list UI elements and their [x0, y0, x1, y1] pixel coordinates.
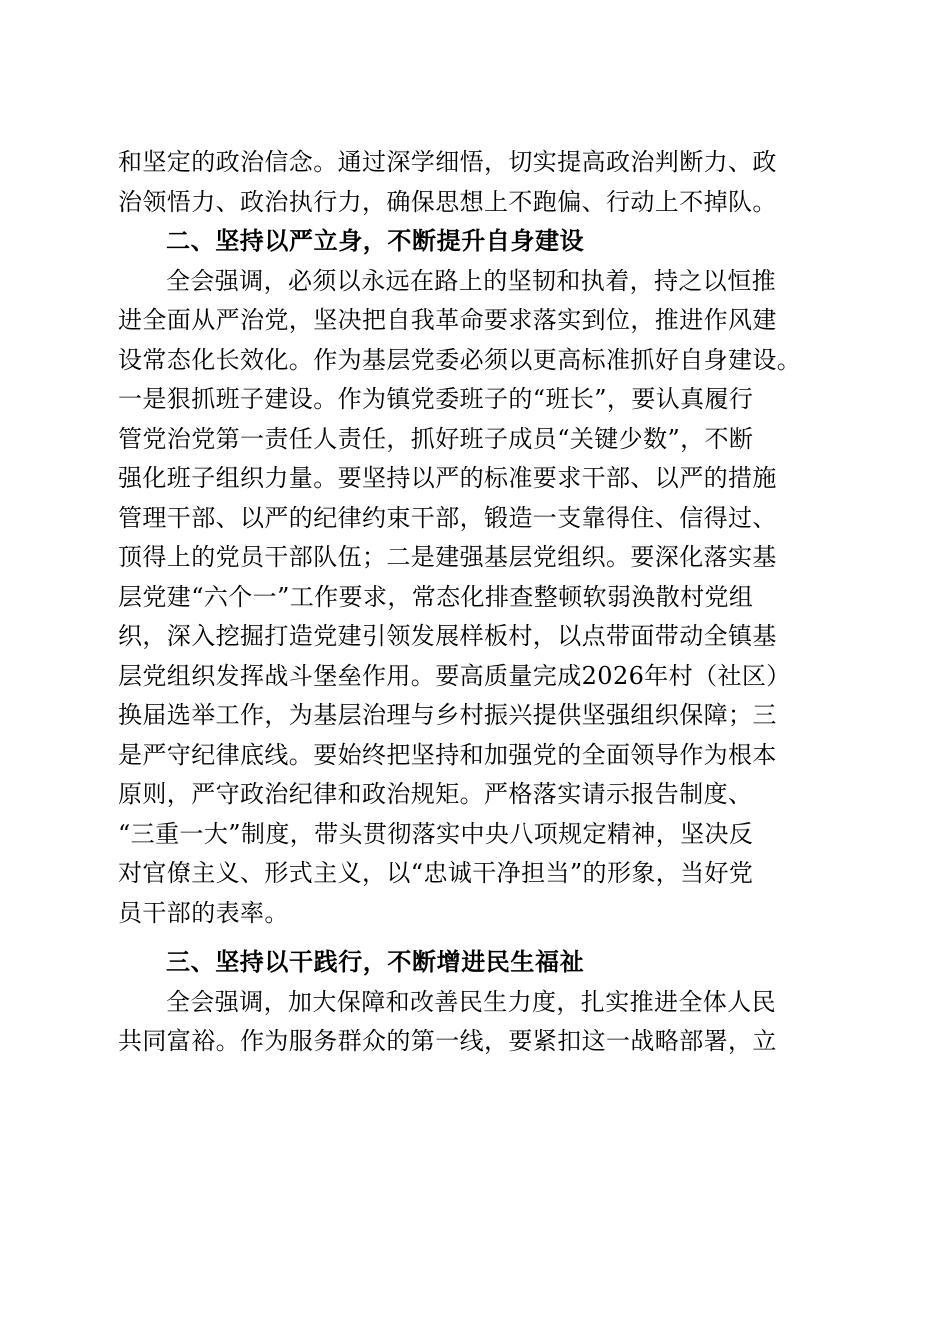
- body-line: 设常态化长效化。作为基层党委必须以更高标准抓好自身建设。: [118, 345, 802, 374]
- body-line: 管党治党第一责任人责任，抓好班子成员“关键少数”，不断: [118, 424, 754, 453]
- body-line: 共同富裕。作为服务群众的第一线，要紧扣这一战略部署，立: [118, 1027, 777, 1055]
- body-line: 员干部的表率。: [118, 898, 289, 927]
- section-heading-2: 二、坚持以严立身，不断提升自身建设: [166, 227, 585, 255]
- body-line: 层党建“六个一”工作要求，常态化排查整顿软弱涣散村党组: [118, 582, 754, 611]
- section-heading-3: 三、坚持以干践行，不断增进民生福祉: [166, 948, 585, 976]
- body-line: 进全面从严治党，坚决把自我革命要求落实到位，推进作风建: [118, 306, 777, 334]
- body-line: 顶得上的党员干部队伍；二是建强基层党组织。要深化落实基: [118, 543, 777, 571]
- body-line: 对官僚主义、形式主义，以“忠诚干净担当”的形象，当好党: [118, 859, 754, 887]
- body-line: 强化班子组织力量。要坚持以严的标准要求干部、以严的措施: [118, 464, 777, 492]
- body-line: 和坚定的政治信念。通过深学细悟，切实提高政治判断力、政: [118, 148, 777, 176]
- body-line: “三重一大”制度，带头贯彻落实中央八项规定精神，坚决反: [118, 819, 754, 848]
- body-line: 层党组织发挥战斗堡垒作用。要高质量完成2026年村（社区）: [118, 661, 791, 690]
- body-line: 是严守纪律底线。要始终把坚持和加强党的全面领导作为根本: [118, 740, 777, 769]
- body-line: 一是狠抓班子建设。作为镇党委班子的“班长”，要认真履行: [118, 385, 754, 413]
- body-line: 换届选举工作，为基层治理与乡村振兴提供坚强组织保障；三: [118, 701, 777, 729]
- document-page: [118, 143, 838, 1062]
- body-line: 管理干部、以严的纪律约束干部，锻造一支靠得住、信得过、: [118, 503, 777, 532]
- body-line: 治领悟力、政治执行力，确保思想上不跑偏、行动上不掉队。: [118, 187, 777, 216]
- body-line: 织，深入挖掘打造党建引领发展样板村，以点带面带动全镇基: [118, 622, 777, 650]
- body-line: 全会强调，必须以永远在路上的坚韧和执着，持之以恒推: [166, 266, 776, 295]
- body-line: 原则，严守政治纪律和政治规矩。严格落实请示报告制度、: [118, 780, 753, 808]
- body-line: 全会强调，加大保障和改善民生力度，扎实推进全体人民: [166, 987, 776, 1016]
- section-spacer: [118, 933, 838, 943]
